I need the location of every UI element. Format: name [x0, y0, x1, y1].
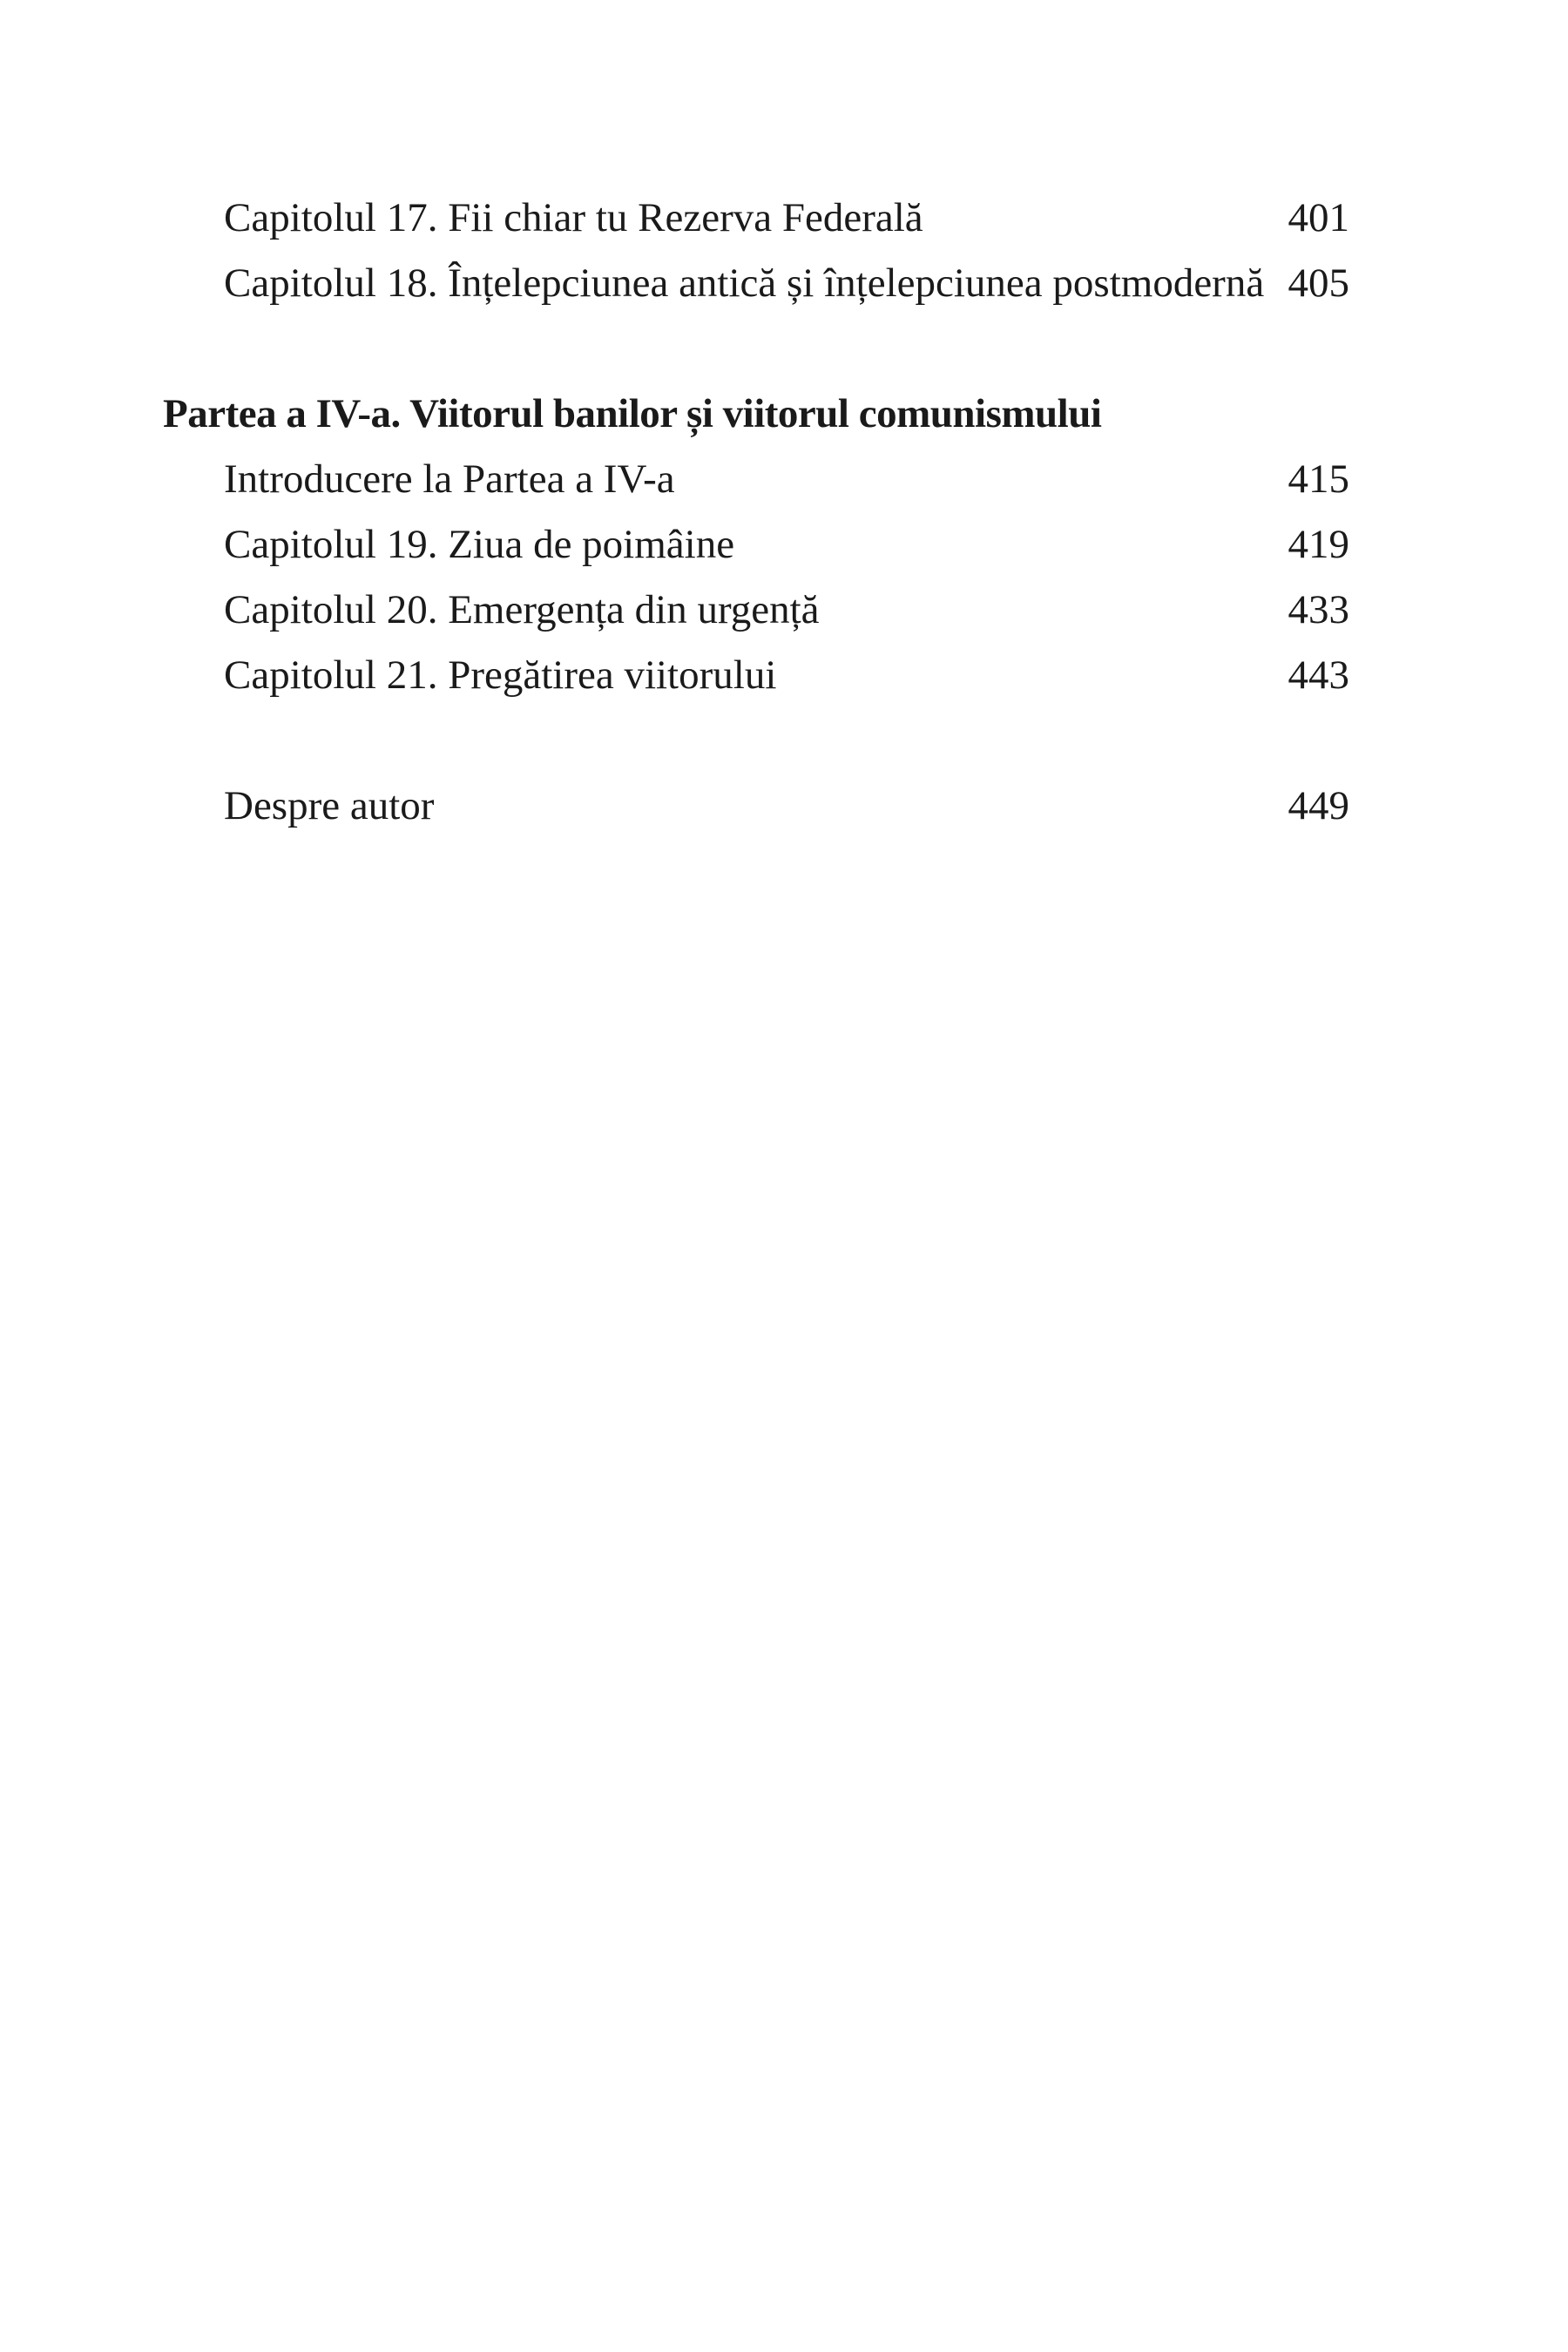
toc-entry-page-number: 405 — [1288, 260, 1349, 306]
toc-entry-page-number: 419 — [1288, 522, 1349, 567]
toc-entry-chapter-17[interactable] — [224, 192, 1349, 244]
toc-entry-title: Capitolul 18. Înțelepciunea antică și înțelepciunea postmodernă — [224, 260, 1265, 306]
toc-entry-title: Capitolul 20. Emergența din urgență — [224, 587, 820, 632]
toc-entry-title: Despre autor — [224, 783, 435, 828]
toc-entry-title: Capitolul 19. Ziua de poimâine — [224, 522, 735, 567]
toc-entry-title: Introducere la Partea a IV-a — [224, 456, 675, 502]
toc-entry-part-4-introduction[interactable] — [224, 453, 1349, 505]
toc-entry-page-number: 449 — [1288, 783, 1349, 828]
toc-entry-page-number: 433 — [1288, 587, 1349, 632]
toc-entry-chapter-21[interactable] — [224, 649, 1349, 701]
toc-entry-title: Capitolul 17. Fii chiar tu Rezerva Federală — [224, 195, 923, 240]
toc-entry-about-author[interactable] — [224, 780, 1349, 832]
toc-entry-chapter-18[interactable] — [224, 257, 1349, 309]
toc-entry-title: Capitolul 21. Pregătirea viitorului — [224, 652, 777, 698]
part-4-heading: Partea a IV-a. Viitorul banilor și viitorul comunismului — [163, 391, 1102, 436]
toc-entry-page-number: 401 — [1288, 195, 1349, 240]
toc-entry-chapter-20[interactable] — [224, 584, 1349, 636]
toc-entry-page-number: 443 — [1288, 652, 1349, 698]
toc-entry-chapter-19[interactable] — [224, 518, 1349, 571]
toc-entry-page-number: 415 — [1288, 456, 1349, 502]
